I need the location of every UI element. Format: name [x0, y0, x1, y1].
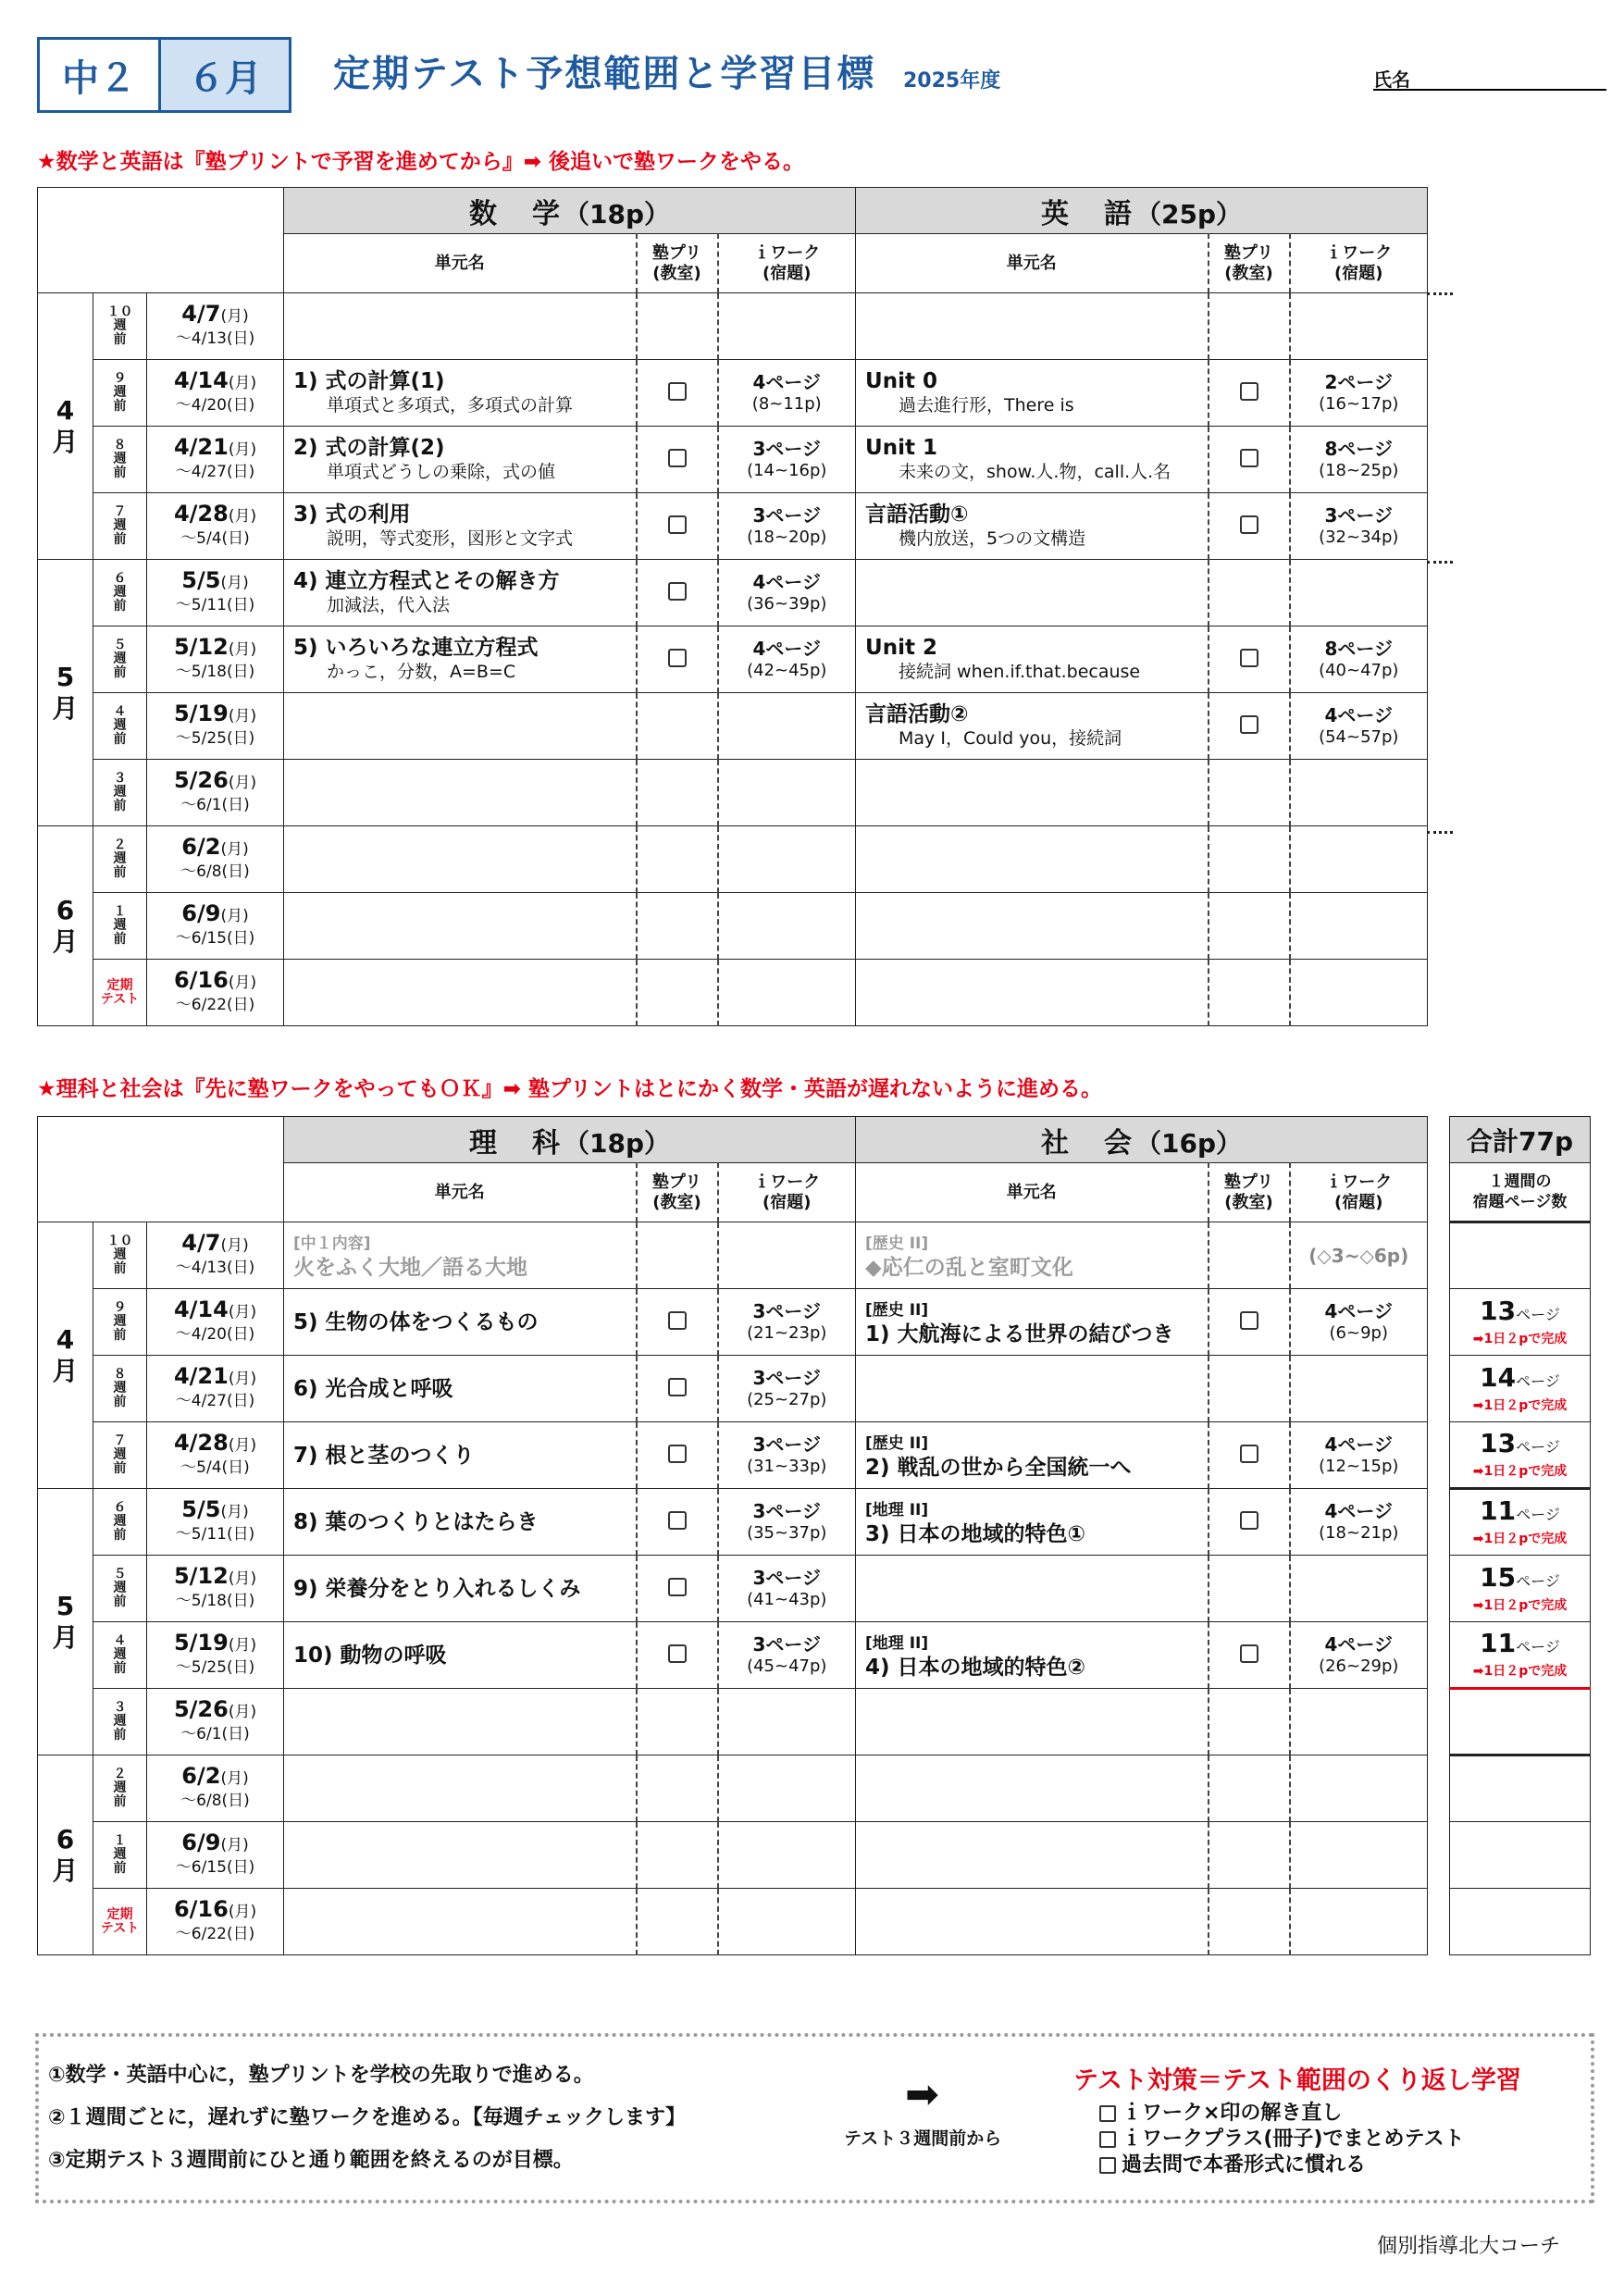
checkbox-icon[interactable]: [1240, 515, 1258, 534]
weeks-before: １０ 週 前: [93, 293, 147, 360]
science-unit: 8) 葉のつくりとはたらき: [284, 1489, 637, 1556]
math-unit: 3) 式の利用 説明，等式変形，図形と文字式: [284, 493, 637, 560]
footer-line-3: ③定期テスト３週間前にひと通り範囲を終えるのが目標。: [48, 2149, 574, 2172]
work-pages-cell: [1290, 826, 1428, 893]
work-pages-cell: [1290, 1889, 1428, 1955]
month-may: 5 月: [38, 1489, 93, 1755]
weekly-total: 13ページ ➡1日２pで完成: [1450, 1289, 1591, 1356]
weeks-before: ４ 週 前: [93, 1622, 147, 1689]
print-checkbox-cell[interactable]: [637, 1622, 718, 1689]
work-pages-cell: 3ページ (21~23p): [718, 1289, 856, 1356]
work-pages-cell: [718, 293, 856, 360]
work-pages-cell: 4ページ (26~29p): [1290, 1622, 1428, 1689]
social-unit: [地理 II] 3) 日本の地域的特色①: [856, 1489, 1209, 1556]
week-dates: 4/21(月) 〜4/27(日): [147, 427, 284, 493]
weeks-before: １ 週 前: [93, 893, 147, 960]
math-unit: [284, 893, 637, 960]
work-pages-cell: 8ページ (40~47p): [1290, 626, 1428, 693]
work-pages-cell: 8ページ (18~25p): [1290, 427, 1428, 493]
checkbox-icon[interactable]: [1099, 2157, 1116, 2174]
checkbox-icon[interactable]: [668, 1644, 687, 1663]
checkbox-icon[interactable]: [668, 382, 687, 401]
english-unit: [856, 293, 1209, 360]
work-pages-cell: [1290, 1689, 1428, 1755]
weekly-total: [1450, 1755, 1591, 1822]
work-pages-cell: 3ページ (32~34p): [1290, 493, 1428, 560]
weeks-before: ８ 週 前: [93, 1356, 147, 1422]
checkbox-icon[interactable]: [668, 515, 687, 534]
print-checkbox-cell: [637, 1822, 718, 1889]
work-pages-cell: [718, 1889, 856, 1955]
weeks-before: 定期 テスト: [93, 1889, 147, 1955]
work-pages-cell: 3ページ (35~37p): [718, 1489, 856, 1556]
print-checkbox-cell[interactable]: [637, 427, 718, 493]
print-checkbox-cell: [1209, 293, 1290, 360]
week-dates: 5/5(月) 〜5/11(日): [147, 560, 284, 626]
checkbox-icon[interactable]: [1240, 1445, 1258, 1463]
print-checkbox-cell: [1209, 960, 1290, 1026]
print-col-header: 塾プリ (教室): [1209, 234, 1290, 293]
goal-title: テスト対策＝テスト範囲のくり返し学習: [1073, 2066, 1521, 2095]
english-unit: Unit 2 接続詞 when.if.that.because: [856, 626, 1209, 693]
weeks-before: ４ 週 前: [93, 693, 147, 760]
work-pages-cell: [1290, 293, 1428, 360]
print-col-header: 塾プリ (教室): [637, 234, 718, 293]
weeks-before: ２ 週 前: [93, 1755, 147, 1822]
social-unit: [歴史 II] 2) 戦乱の世から全国統一へ: [856, 1422, 1209, 1489]
work-pages-cell: 4ページ (8~11p): [718, 360, 856, 427]
math-unit: [284, 760, 637, 826]
weeks-before: ９ 週 前: [93, 1289, 147, 1356]
weekly-total: [1450, 1822, 1591, 1889]
month-june: 6 月: [38, 826, 93, 1026]
week-dates: 6/9(月) 〜6/15(日): [147, 1822, 284, 1889]
checkbox-icon[interactable]: [1240, 1511, 1258, 1530]
work-pages-cell: 2ページ (16~17p): [1290, 360, 1428, 427]
math-unit: 5) いろいろな連立方程式 かっこ，分数，A=B=C: [284, 626, 637, 693]
english-unit: [856, 826, 1209, 893]
week-dates: 6/2(月) 〜6/8(日): [147, 1755, 284, 1822]
english-unit: [856, 760, 1209, 826]
weeks-before: ６ 週 前: [93, 560, 147, 626]
math-english-table: [37, 187, 1428, 1026]
print-col-header: 塾プリ (教室): [1209, 1163, 1290, 1222]
science-social-table: [37, 1116, 1428, 1955]
weeks-before: ６ 週 前: [93, 1489, 147, 1556]
english-unit: [856, 960, 1209, 1026]
week-dates: 6/9(月) 〜6/15(日): [147, 893, 284, 960]
unit-col-header: 単元名: [284, 234, 637, 293]
math-unit: [284, 826, 637, 893]
work-pages-cell: 3ページ (25~27p): [718, 1356, 856, 1422]
print-checkbox-cell: [1209, 760, 1290, 826]
print-checkbox-cell[interactable]: [1209, 360, 1290, 427]
totals-title: 合計77p: [1450, 1117, 1591, 1163]
print-checkbox-cell[interactable]: [637, 493, 718, 560]
checkbox-icon[interactable]: [668, 1378, 687, 1396]
weekly-total: 11ページ ➡1日２pで完成: [1450, 1622, 1591, 1689]
year-label: 2025年度: [903, 69, 1001, 93]
checkbox-icon[interactable]: [1240, 649, 1258, 667]
totals-table: [1449, 1116, 1591, 1955]
science-unit: 10) 動物の呼吸: [284, 1622, 637, 1689]
work-pages-cell: 3ページ (14~16p): [718, 427, 856, 493]
print-checkbox-cell[interactable]: [637, 360, 718, 427]
science-unit: [284, 1689, 637, 1755]
weeks-before: ３ 週 前: [93, 1689, 147, 1755]
work-col-header: ｉワーク (宿題): [718, 234, 856, 293]
print-checkbox-cell: [637, 1755, 718, 1822]
dotted-guide: [1427, 561, 1453, 564]
footer-line-2: ②１週間ごとに，遅れずに塾ワークを進める。【毎週チェックします】: [48, 2106, 686, 2129]
print-checkbox-cell[interactable]: [1209, 427, 1290, 493]
math-unit: 4) 連立方程式とその解き方 加減法，代入法: [284, 560, 637, 626]
work-col-header: ｉワーク (宿題): [1290, 234, 1428, 293]
print-checkbox-cell: [637, 693, 718, 760]
credit: 個別指導北大コーチ: [1377, 2235, 1561, 2258]
week-dates: 4/14(月) 〜4/20(日): [147, 1289, 284, 1356]
work-pages-cell: [718, 826, 856, 893]
work-pages-cell: 3ページ (45~47p): [718, 1622, 856, 1689]
week-dates: 4/21(月) 〜4/27(日): [147, 1356, 284, 1422]
month-label: ６月: [158, 37, 291, 113]
print-checkbox-cell: [1209, 560, 1290, 626]
totals-subheader: １週間の 宿題ページ数: [1450, 1163, 1591, 1222]
social-unit: [856, 1755, 1209, 1822]
page-title: 定期テスト予想範囲と学習目標: [333, 53, 876, 95]
week-dates: 4/14(月) 〜4/20(日): [147, 360, 284, 427]
weeks-before: ９ 週 前: [93, 360, 147, 427]
print-checkbox-cell[interactable]: [1209, 1622, 1290, 1689]
subject-b-header: 社 会（16p）: [856, 1117, 1428, 1163]
checkbox-icon[interactable]: [668, 1445, 687, 1463]
week-dates: 4/28(月) 〜5/4(日): [147, 493, 284, 560]
print-checkbox-cell: [1209, 893, 1290, 960]
print-checkbox-cell[interactable]: [637, 1289, 718, 1356]
work-pages-cell: [718, 1822, 856, 1889]
social-unit: [856, 1889, 1209, 1955]
print-checkbox-cell[interactable]: [637, 1422, 718, 1489]
print-checkbox-cell[interactable]: [1209, 1489, 1290, 1556]
print-checkbox-cell: [637, 826, 718, 893]
week-dates: 4/7(月) 〜4/13(日): [147, 1222, 284, 1289]
print-checkbox-cell: [1209, 1689, 1290, 1755]
week-dates: 5/19(月) 〜5/25(日): [147, 1622, 284, 1689]
week-dates: 5/5(月) 〜5/11(日): [147, 1489, 284, 1556]
print-checkbox-cell[interactable]: [1209, 1422, 1290, 1489]
subject-a-header: 理 科（18p）: [284, 1117, 856, 1163]
arrow-icon: ➡: [905, 2071, 939, 2118]
print-checkbox-cell: [1209, 1822, 1290, 1889]
work-pages-cell: [1290, 1556, 1428, 1622]
checkbox-icon[interactable]: [668, 449, 687, 467]
social-unit: [歴史 II] 1) 大航海による世界の結びつき: [856, 1289, 1209, 1356]
week-dates: 6/16(月) 〜6/22(日): [147, 1889, 284, 1955]
print-checkbox-cell: [637, 1222, 718, 1289]
work-pages-cell: [718, 760, 856, 826]
work-pages-cell: [1290, 893, 1428, 960]
print-checkbox-cell: [637, 1889, 718, 1955]
checkbox-icon[interactable]: [668, 649, 687, 667]
grade-label: 中２: [37, 37, 161, 113]
work-pages-cell: [718, 1222, 856, 1289]
subject-a-header: 数 学（18p）: [284, 188, 856, 234]
science-unit: [284, 1889, 637, 1955]
work-col-header: ｉワーク (宿題): [718, 1163, 856, 1222]
english-unit: 言語活動① 機内放送，5つの文構造: [856, 493, 1209, 560]
science-unit: [284, 1822, 637, 1889]
english-unit: Unit 1 未来の文，show.人.物，call.人.名: [856, 427, 1209, 493]
print-checkbox-cell: [1209, 1755, 1290, 1822]
social-unit: [856, 1822, 1209, 1889]
weeks-before: １０ 週 前: [93, 1222, 147, 1289]
print-checkbox-cell[interactable]: [637, 626, 718, 693]
print-checkbox-cell[interactable]: [1209, 626, 1290, 693]
english-unit: 言語活動② May I，Could you，接続詞: [856, 693, 1209, 760]
math-unit: [284, 960, 637, 1026]
unit-col-header: 単元名: [284, 1163, 637, 1222]
footer-line-1: ①数学・英語中心に，塾プリントを学校の先取りで進める。: [48, 2064, 594, 2087]
work-pages-cell: [1290, 960, 1428, 1026]
print-checkbox-cell: [637, 293, 718, 360]
science-unit: 9) 栄養分をとり入れるしくみ: [284, 1556, 637, 1622]
work-pages-cell: [1290, 1822, 1428, 1889]
print-checkbox-cell[interactable]: [637, 1356, 718, 1422]
month-april: 4 月: [38, 293, 93, 560]
print-checkbox-cell: [1209, 1556, 1290, 1622]
print-checkbox-cell: [1209, 1356, 1290, 1422]
weeks-before: ８ 週 前: [93, 427, 147, 493]
work-pages-cell: 4ページ (36~39p): [718, 560, 856, 626]
english-unit: Unit 0 過去進行形，There is: [856, 360, 1209, 427]
print-checkbox-cell[interactable]: [1209, 693, 1290, 760]
print-checkbox-cell: [637, 960, 718, 1026]
work-pages-cell: 3ページ (31~33p): [718, 1422, 856, 1489]
checkbox-icon[interactable]: [1240, 715, 1258, 734]
math-unit: 1) 式の計算(1) 単項式と多項式，多項式の計算: [284, 360, 637, 427]
science-unit: [284, 1755, 637, 1822]
english-unit: [856, 893, 1209, 960]
social-unit: [856, 1689, 1209, 1755]
print-checkbox-cell: [1209, 1222, 1290, 1289]
checkbox-icon[interactable]: [1240, 1311, 1258, 1330]
checkbox-icon[interactable]: [1240, 449, 1258, 467]
note-math-english: ★数学と英語は『塾プリントで予習を進めてから』➡ 後追いで塾ワークをやる。: [37, 150, 804, 174]
print-checkbox-cell: [637, 760, 718, 826]
print-checkbox-cell[interactable]: [637, 1556, 718, 1622]
print-checkbox-cell: [637, 1689, 718, 1755]
dotted-guide: [1427, 831, 1453, 834]
name-field[interactable]: 氏名: [1373, 65, 1606, 91]
english-unit: [856, 560, 1209, 626]
arrow-label: テスト３週間前から: [844, 2128, 1002, 2149]
science-unit: 6) 光合成と呼吸: [284, 1356, 637, 1422]
print-checkbox-cell: [1209, 1889, 1290, 1955]
work-pages-cell: [718, 893, 856, 960]
week-dates: 5/12(月) 〜5/18(日): [147, 626, 284, 693]
work-pages-cell: 3ページ (41~43p): [718, 1556, 856, 1622]
corner-cell: [38, 1117, 284, 1222]
weeks-before: ５ 週 前: [93, 1556, 147, 1622]
work-pages-cell: (◇3~◇6p): [1290, 1222, 1428, 1289]
checkbox-icon[interactable]: [1099, 2105, 1116, 2122]
weeks-before: ７ 週 前: [93, 493, 147, 560]
work-pages-cell: [718, 1689, 856, 1755]
unit-col-header: 単元名: [856, 1163, 1209, 1222]
week-dates: 5/12(月) 〜5/18(日): [147, 1556, 284, 1622]
checkbox-icon[interactable]: [668, 1311, 687, 1330]
checkbox-icon[interactable]: [1240, 382, 1258, 401]
weekly-total: 14ページ ➡1日２pで完成: [1450, 1356, 1591, 1422]
week-dates: 6/2(月) 〜6/8(日): [147, 826, 284, 893]
checkbox-icon[interactable]: [1099, 2131, 1116, 2148]
work-pages-cell: [1290, 560, 1428, 626]
work-col-header: ｉワーク (宿題): [1290, 1163, 1428, 1222]
week-dates: 5/26(月) 〜6/1(日): [147, 760, 284, 826]
work-pages-cell: [1290, 760, 1428, 826]
weekly-total: [1450, 1689, 1591, 1755]
print-col-header: 塾プリ (教室): [637, 1163, 718, 1222]
work-pages-cell: [718, 1755, 856, 1822]
checkbox-icon[interactable]: [668, 1578, 687, 1596]
work-pages-cell: 4ページ (42~45p): [718, 626, 856, 693]
unit-col-header: 単元名: [856, 234, 1209, 293]
math-unit: 2) 式の計算(2) 単項式どうしの乗除，式の値: [284, 427, 637, 493]
note-science-social: ★理科と社会は『先に塾ワークをやってもＯＫ』➡ 塾プリントはとにかく数学・英語が遅れないように進める。: [37, 1077, 1102, 1101]
weekly-total: 13ページ ➡1日２pで完成: [1450, 1422, 1591, 1489]
social-unit: [856, 1556, 1209, 1622]
print-checkbox-cell[interactable]: [637, 560, 718, 626]
weeks-before: 定期 テスト: [93, 960, 147, 1026]
checkbox-icon[interactable]: [1240, 1644, 1258, 1663]
work-pages-cell: 3ページ (18~20p): [718, 493, 856, 560]
science-unit: [中１内容] 火をふく大地／語る大地: [284, 1222, 637, 1289]
work-pages-cell: 4ページ (54~57p): [1290, 693, 1428, 760]
subject-b-header: 英 語（25p）: [856, 188, 1428, 234]
social-unit: [地理 II] 4) 日本の地域的特色②: [856, 1622, 1209, 1689]
weeks-before: ７ 週 前: [93, 1422, 147, 1489]
print-checkbox-cell: [1209, 826, 1290, 893]
week-dates: 4/7(月) 〜4/13(日): [147, 293, 284, 360]
weekly-total: [1450, 1222, 1591, 1289]
work-pages-cell: 4ページ (18~21p): [1290, 1489, 1428, 1556]
social-unit: [歴史 II] ◆応仁の乱と室町文化: [856, 1222, 1209, 1289]
check-item-1: ｉワーク×印の解き直し: [1122, 2102, 1343, 2125]
weeks-before: ５ 週 前: [93, 626, 147, 693]
month-june: 6 月: [38, 1755, 93, 1955]
month-april: 4 月: [38, 1222, 93, 1489]
weekly-total: [1450, 1889, 1591, 1955]
math-unit: [284, 293, 637, 360]
science-unit: 7) 根と茎のつくり: [284, 1422, 637, 1489]
checkbox-icon[interactable]: [668, 582, 687, 601]
work-pages-cell: 4ページ (12~15p): [1290, 1422, 1428, 1489]
work-pages-cell: [1290, 1356, 1428, 1422]
month-may: 5 月: [38, 560, 93, 826]
check-item-3: 過去問で本番形式に慣れる: [1122, 2153, 1367, 2177]
corner-cell: [38, 188, 284, 293]
print-checkbox-cell[interactable]: [1209, 493, 1290, 560]
week-dates: 4/28(月) 〜5/4(日): [147, 1422, 284, 1489]
social-unit: [856, 1356, 1209, 1422]
print-checkbox-cell: [637, 893, 718, 960]
work-pages-cell: 4ページ (6~9p): [1290, 1289, 1428, 1356]
week-dates: 5/26(月) 〜6/1(日): [147, 1689, 284, 1755]
check-item-2: ｉワークプラス(冊子)でまとめテスト: [1122, 2128, 1465, 2151]
science-unit: 5) 生物の体をつくるもの: [284, 1289, 637, 1356]
print-checkbox-cell[interactable]: [1209, 1289, 1290, 1356]
weeks-before: ２ 週 前: [93, 826, 147, 893]
work-pages-cell: [718, 960, 856, 1026]
work-pages-cell: [1290, 1755, 1428, 1822]
dotted-guide: [1427, 292, 1453, 295]
checkbox-icon[interactable]: [668, 1511, 687, 1530]
weekly-total: 15ページ ➡1日２pで完成: [1450, 1556, 1591, 1622]
week-dates: 6/16(月) 〜6/22(日): [147, 960, 284, 1026]
work-pages-cell: [718, 693, 856, 760]
weekly-total: 11ページ ➡1日２pで完成: [1450, 1489, 1591, 1556]
weeks-before: ３ 週 前: [93, 760, 147, 826]
weeks-before: １ 週 前: [93, 1822, 147, 1889]
print-checkbox-cell[interactable]: [637, 1489, 718, 1556]
week-dates: 5/19(月) 〜5/25(日): [147, 693, 284, 760]
math-unit: [284, 693, 637, 760]
